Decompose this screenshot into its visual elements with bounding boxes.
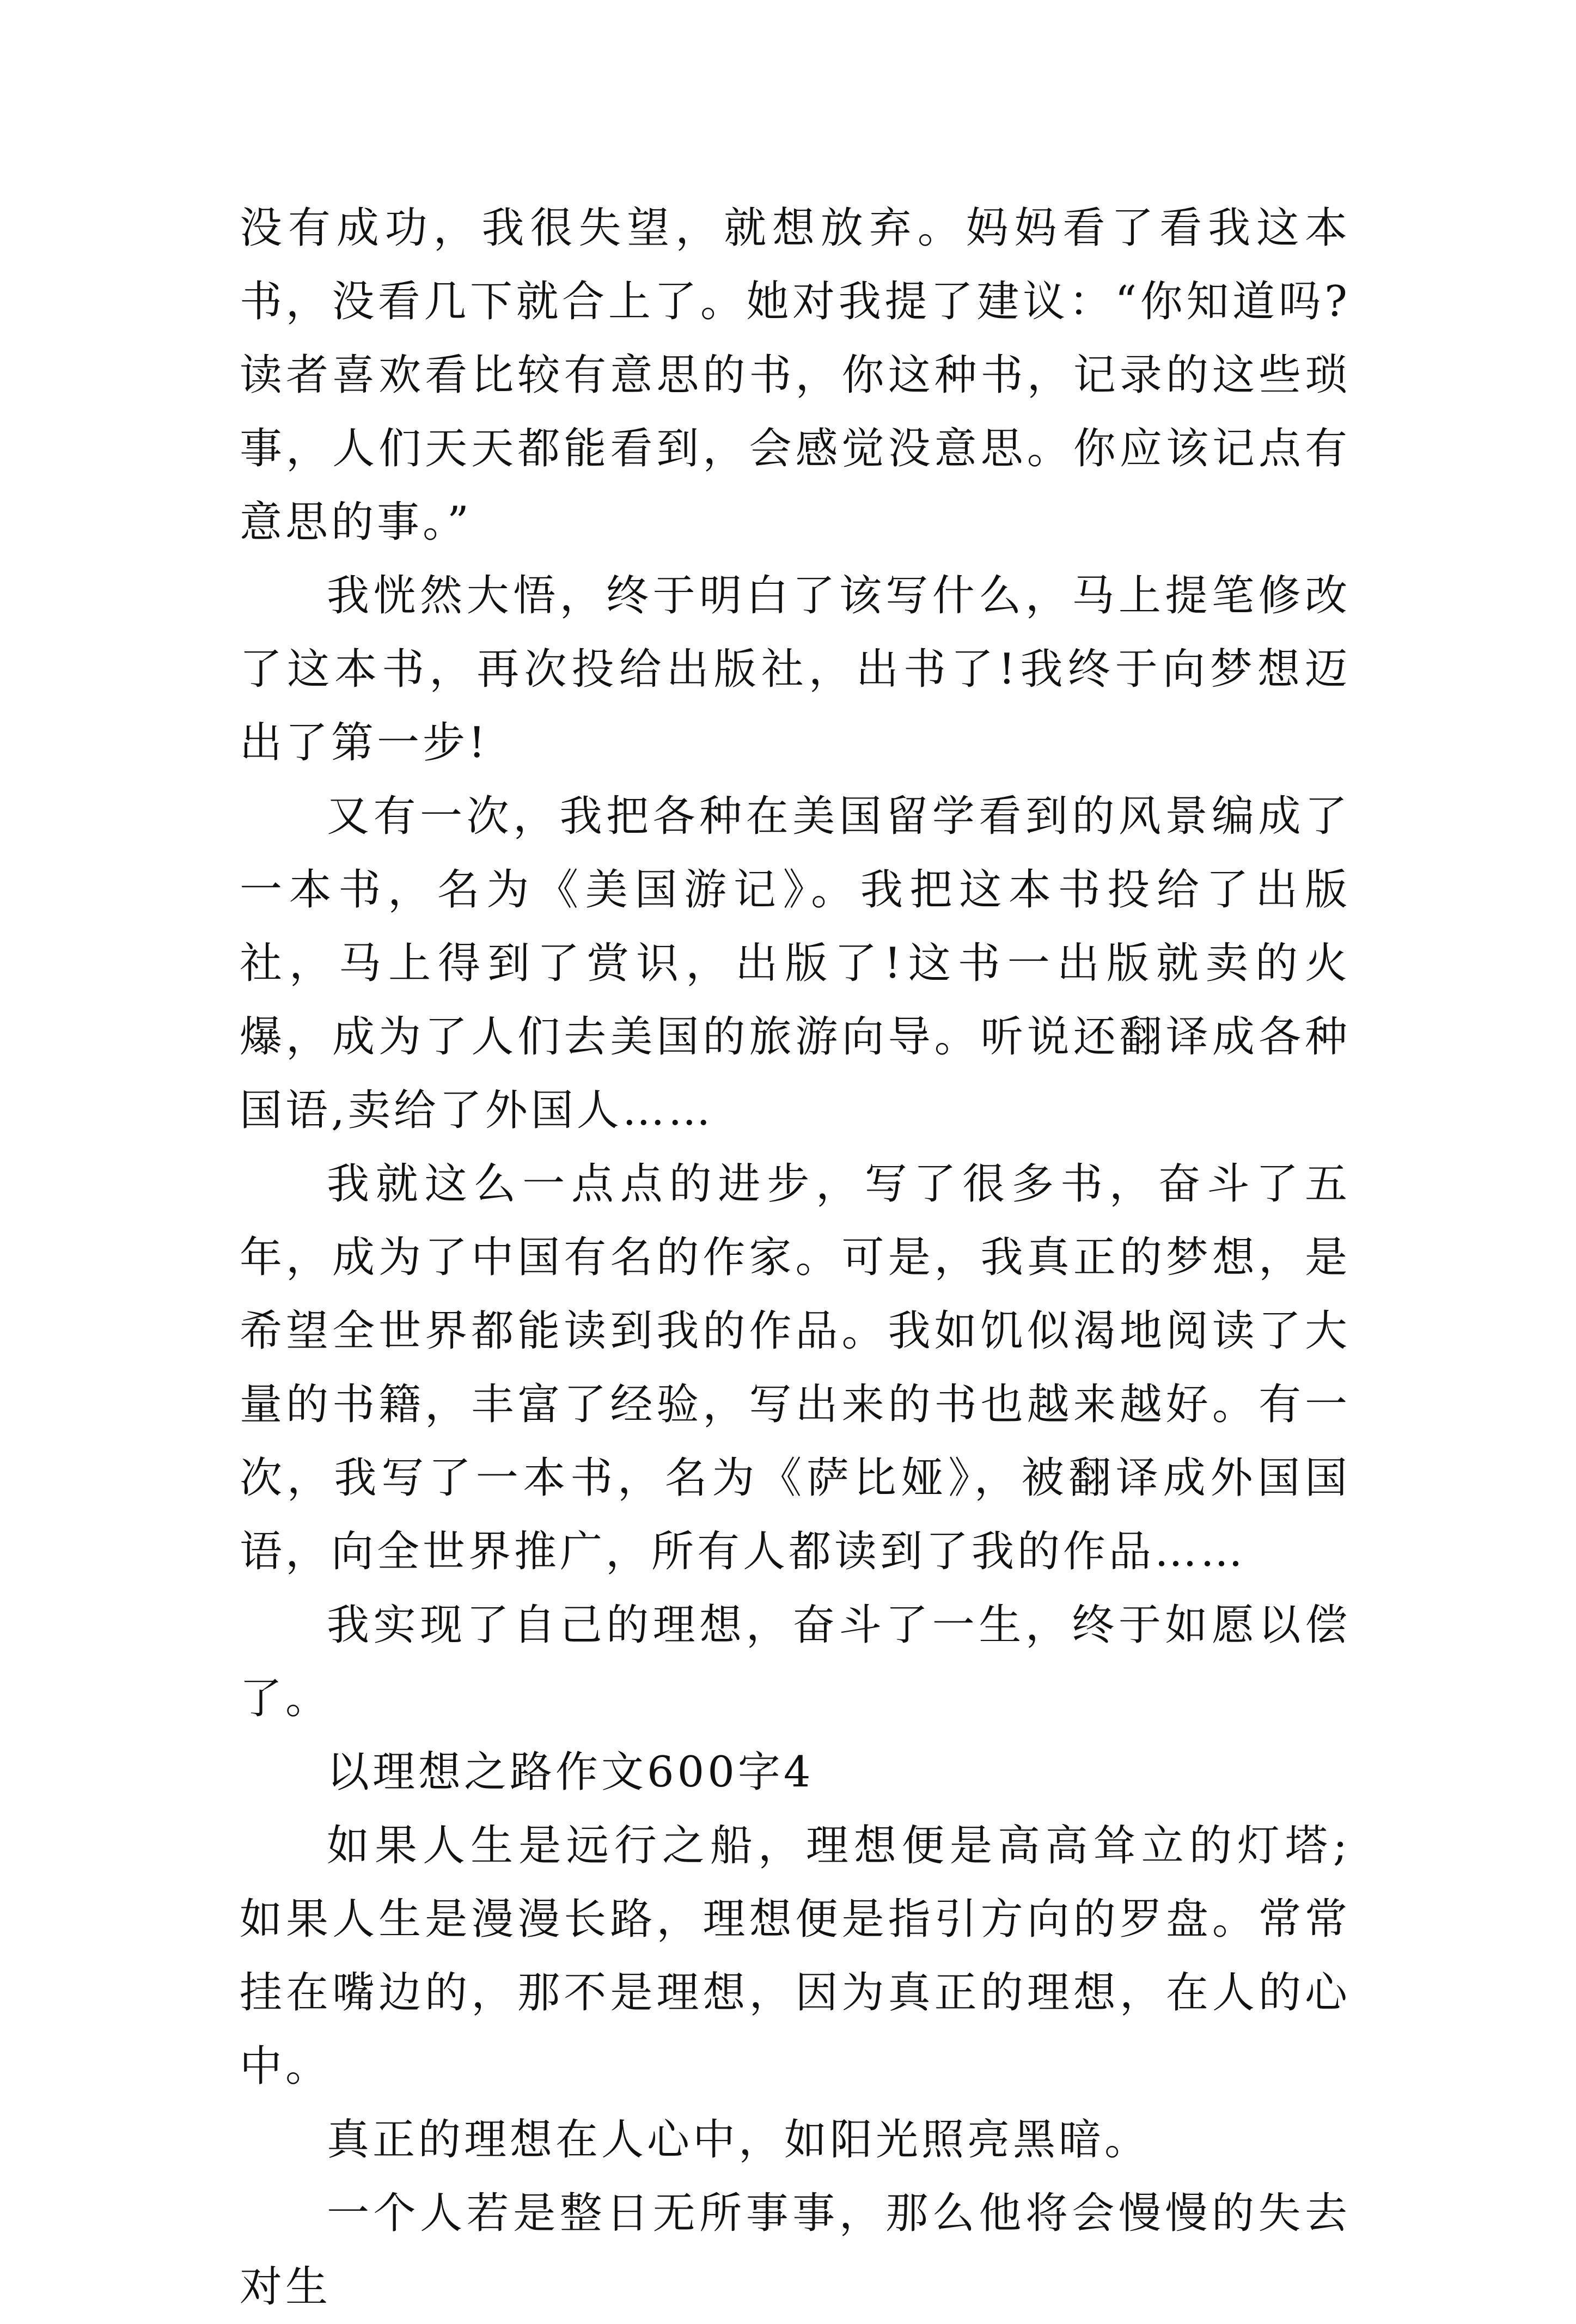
section-heading: 以理想之路作文600字4 [327, 1748, 814, 1797]
document-body [240, 192, 1351, 2324]
paragraph-4: 我就这么一点点的进步，写了很多书，奋斗了五年，成为了中国有名的作家。可是，我真正的梦想，是希望全世界都能读到我的作品。我如饥似渴地阅读了大量的书籍，丰富了经验，写出来的书也越来越好。有一次，我写了一本书，名为《萨比娅》，被翻译成外国国语，向全世界推广，所有人都读到了我的作品…… [240, 1160, 1351, 1576]
paragraph-5: 我实现了自己的理想，奋斗了一生，终于如愿以偿了。 [240, 1601, 1351, 1723]
paragraph-8: 一个人若是整日无所事事，那么他将会慢慢的失去对生 [240, 2189, 1351, 2311]
paragraph-1: 没有成功，我很失望，就想放弃。妈妈看了看我这本书，没看几下就合上了。她对我提了建议：“你知道吗?读者喜欢看比较有意思的书，你这种书，记录的这些琐事，人们天天都能看到，会感觉没意思。你应该记点有意思的事。” [240, 204, 1351, 547]
paragraph-6: 如果人生是远行之船，理想便是高高耸立的灯塔;如果人生是漫漫长路，理想便是指引方向的罗盘。常常挂在嘴边的，那不是理想，因为真正的理想，在人的心中。 [240, 1821, 1351, 2091]
paragraph-2: 我恍然大悟，终于明白了该写什么，马上提笔修改了这本书，再次投给出版社，出书了!我终于向梦想迈出了第一步! [240, 571, 1351, 767]
paragraph-3: 又有一次，我把各种在美国留学看到的风景编成了一本书，名为《美国游记》。我把这本书投给了出版社，马上得到了赏识，出版了!这书一出版就卖的火爆，成为了人们去美国的旅游向导。听说还翻译成各种国语,卖给了外国人…… [240, 792, 1351, 1135]
paragraph-7: 真正的理想在人心中，如阳光照亮黑暗。 [327, 2115, 1151, 2164]
